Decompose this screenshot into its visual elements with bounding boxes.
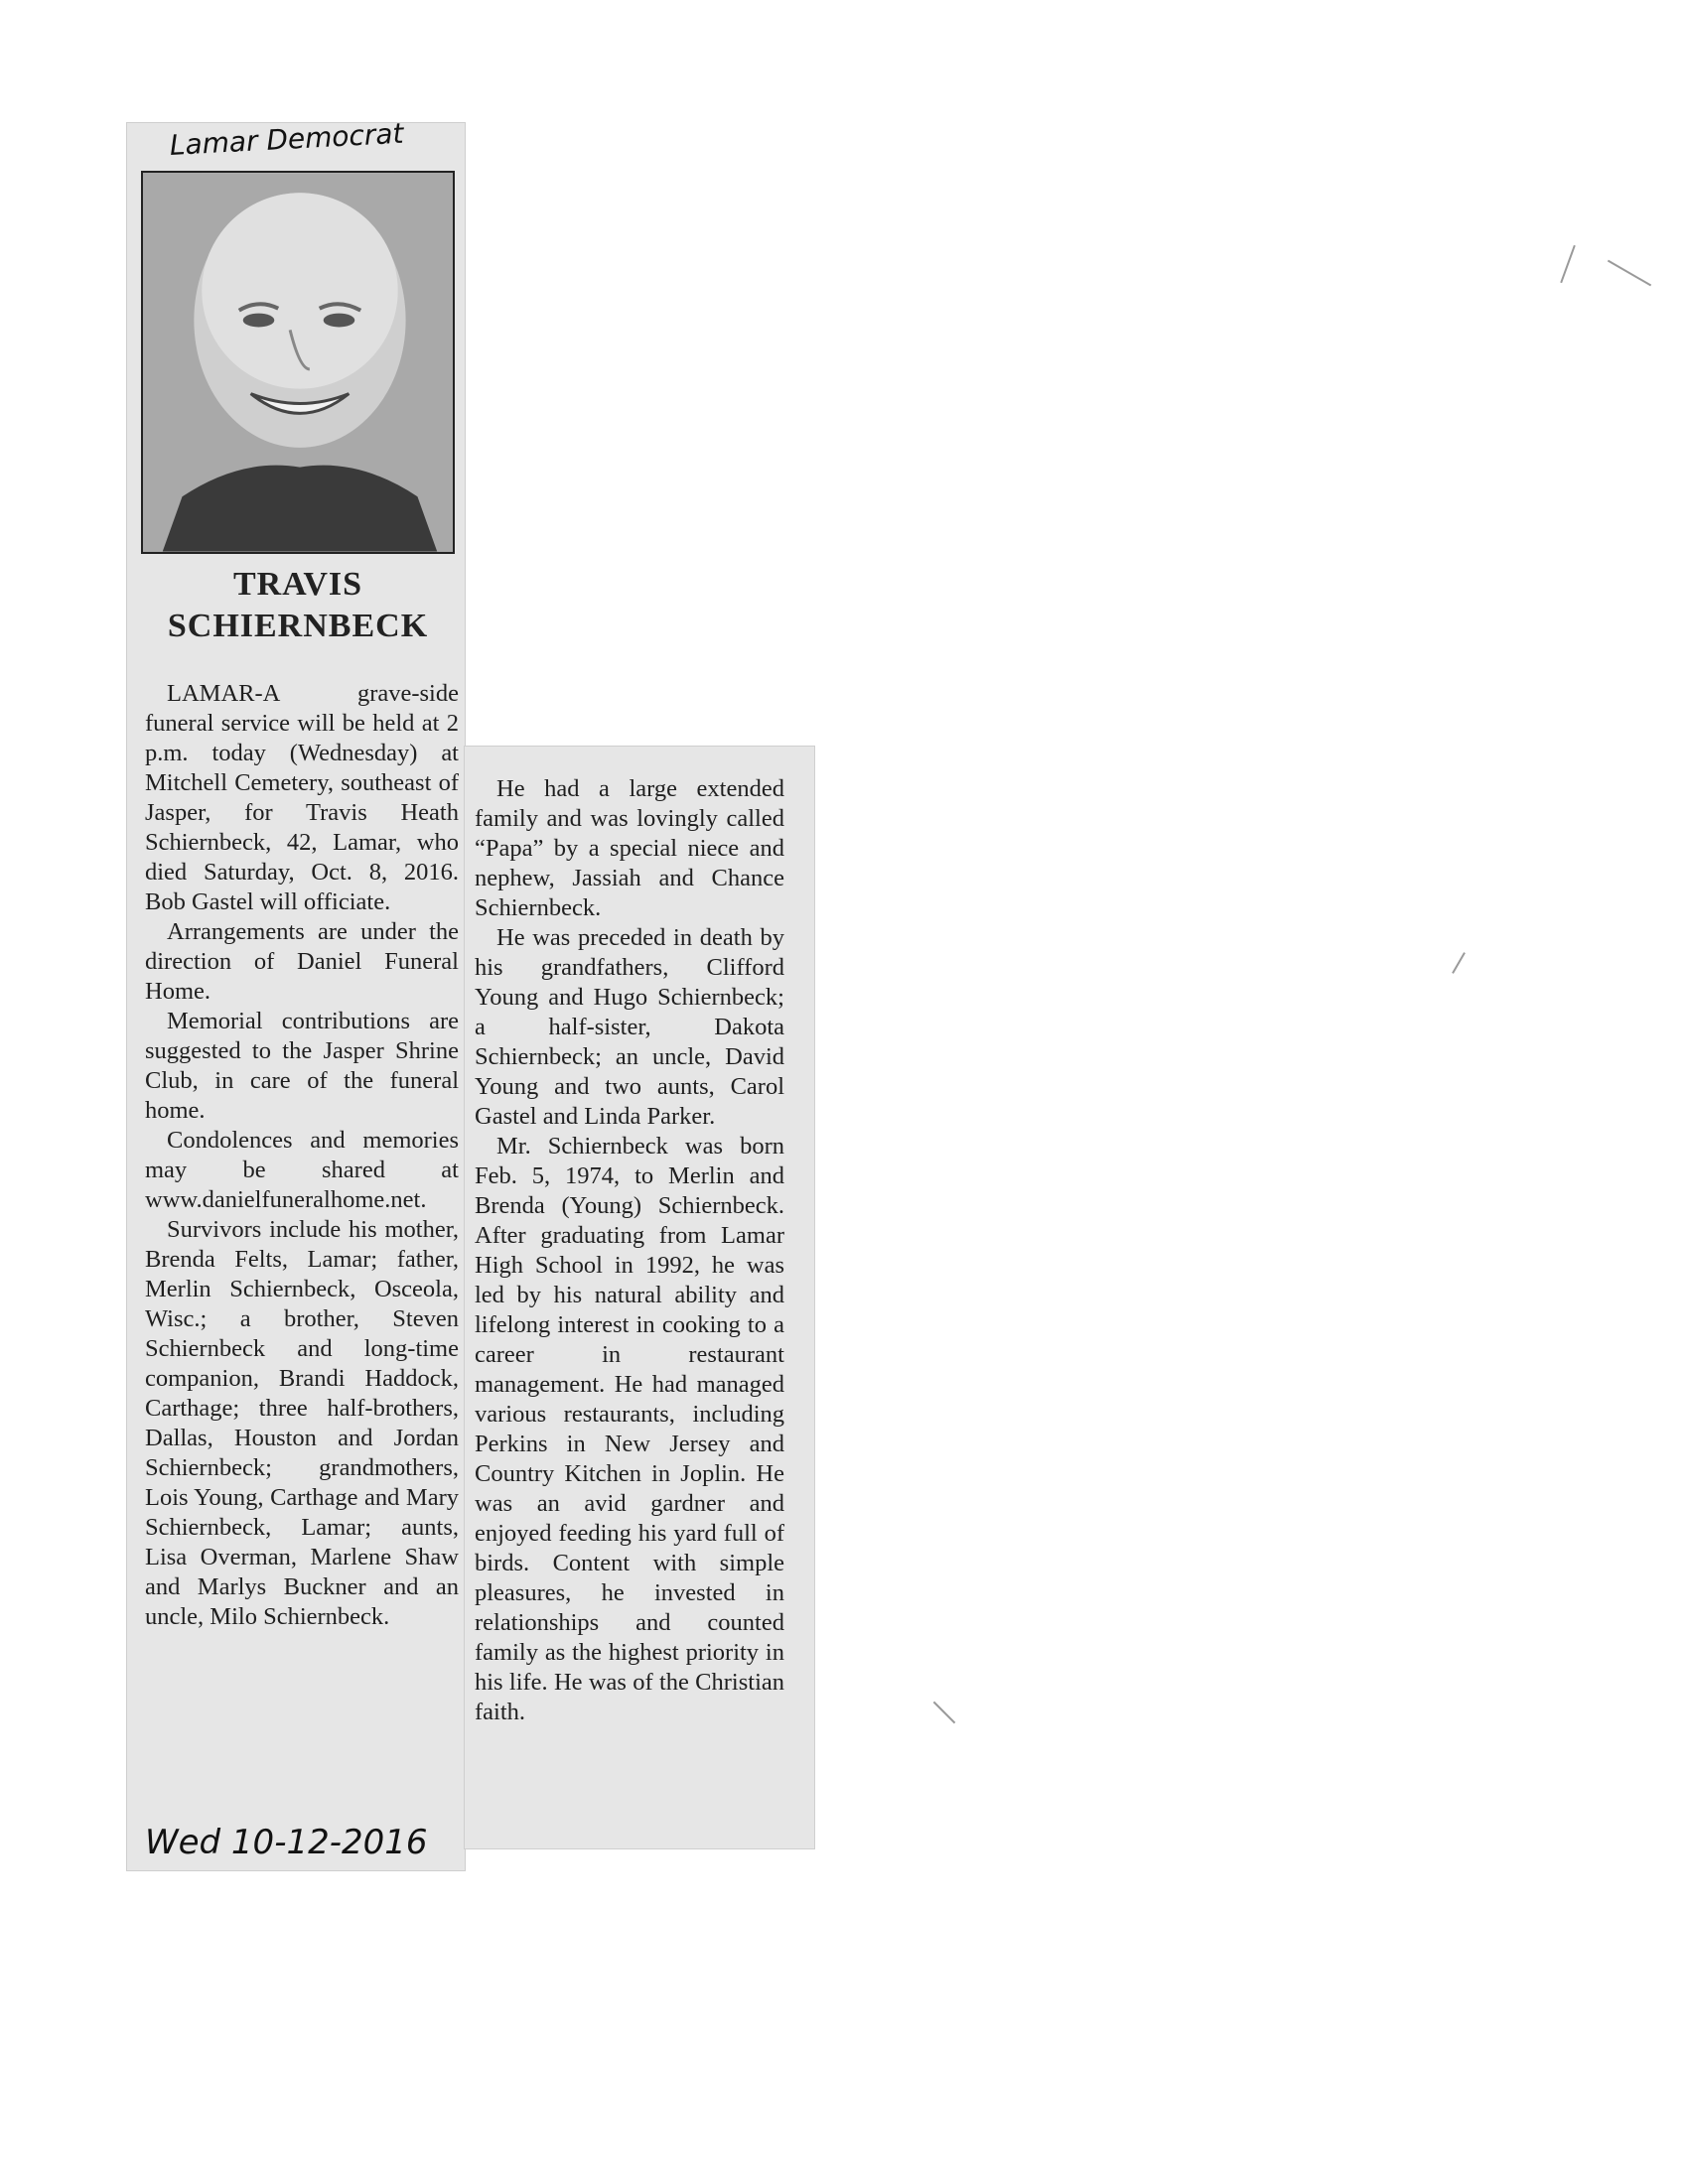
paragraph-preceded: He was preceded in death by his grandfathers, Clifford Young and Hugo Schiernbeck; a half-sister, Dakota Schiernbeck; an uncle, David Young and two aunts, Carol Gastel and Linda Parker. (475, 924, 784, 1130)
handwritten-source-note: Lamar Democrat (169, 116, 405, 162)
paragraph-memorials: Memorial contributions are suggested to the Jasper Shrine Club, in care of the funeral home. (145, 1008, 459, 1124)
paragraph-arrangements: Arrangements are under the direction of Daniel Funeral Home. (145, 918, 459, 1005)
obituary-column-right (475, 774, 784, 1727)
scan-speck (1560, 245, 1576, 283)
handwritten-date-note: Wed 10-12-2016 (145, 1823, 428, 1862)
paragraph-condolences: Condolences and memories may be shared at www.danielfuneralhome.net. (145, 1127, 459, 1213)
paragraph-family: He had a large extended family and was lovingly called “Papa” by a special niece and nephew, Jassiah and Chance Schiernbeck. (475, 775, 784, 921)
scan-speck (933, 1702, 956, 1724)
obituary-headline: TRAVIS SCHIERNBECK (167, 566, 429, 644)
scan-speck (1452, 952, 1466, 974)
scan-speck (1608, 260, 1651, 287)
obituary-column-left (145, 679, 459, 1632)
portrait-icon (143, 173, 453, 552)
paragraph-survivors: Survivors include his mother, Brenda Felts, Lamar; father, Merlin Schiernbeck, Osceola, Wisc.; a brother, Steven Schiernbeck and long-time companion, Brandi Haddock, Carthage; three half-brothers, Dallas, Houston and Jordan Schiernbeck; grandmothers, Lois Young, Carthage and Mary Schiernbeck, Lamar; aunts, Lisa Overman, Marlene Shaw and Marlys Buckner and an uncle, Milo Schiernbeck. (145, 1216, 459, 1630)
paragraph-service: LAMAR-A grave-side funeral service will be held at 2 p.m. today (Wednesday) at Mitchell Cemetery, southeast of Jasper, for Travis Heath Schiernbeck, 42, Lamar, who died Saturday, Oct. 8, 2016. Bob Gastel will officiate. (145, 680, 459, 915)
paragraph-biography: Mr. Schiernbeck was born Feb. 5, 1974, to Merlin and Brenda (Young) Schiernbeck. After graduating from Lamar High School in 1992, he was led by his natural ability and lifelong interest in cooking to a career in restaurant management. He had managed various restaurants, including Perkins in New Jersey and Country Kitchen in Joplin. He was an avid gardner and enjoyed feeding his yard full of birds. Content with simple pleasures, he invested in relationships and counted family as the highest priority in his life. He was of the Christian faith. (475, 1133, 784, 1725)
portrait-photo (141, 171, 455, 554)
